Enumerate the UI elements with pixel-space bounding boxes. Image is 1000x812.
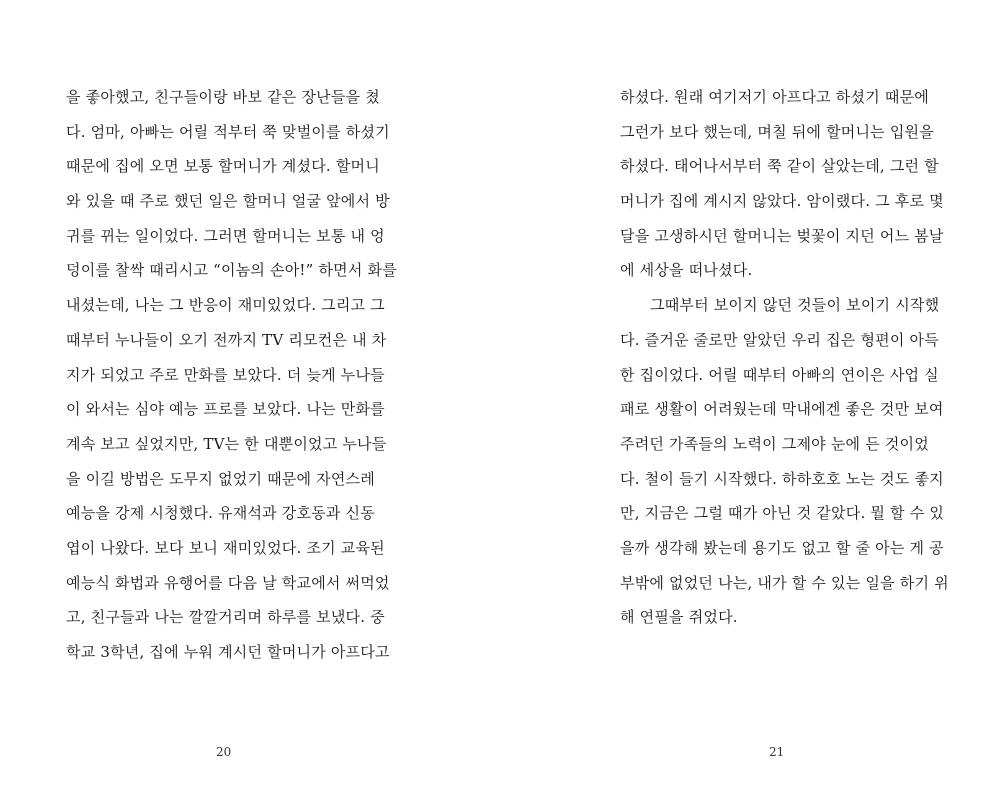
text-line: 다. 철이 들기 시작했다. 하하호호 노는 것도 좋지 (620, 469, 944, 488)
text-line: 을까 생각해 봤는데 용기도 없고 할 줄 아는 게 공 (620, 538, 944, 557)
text-line: 머니가 집에 계시지 않았다. 암이랬다. 그 후로 몇 (620, 192, 944, 211)
text-line: 때문에 집에 오면 보통 할머니가 계셨다. 할머니 (66, 157, 380, 176)
text-line: 지가 되었고 주로 만화를 보았다. 더 늦게 누나들 (66, 365, 385, 384)
text-line: 이 와서는 심야 예능 프로를 보았다. 나는 만화를 (66, 400, 385, 419)
text-line: 하셨다. 태어나서부터 쭉 같이 살았는데, 그런 할 (620, 157, 939, 176)
text-line: 엽이 나왔다. 보다 보니 재미있었다. 조기 교육된 (66, 538, 385, 557)
text-line: 을 좋아했고, 친구들이랑 바보 같은 장난들을 쳤 (66, 88, 380, 106)
text-line: 을 이길 방법은 도무지 없었기 때문에 자연스레 (66, 469, 375, 488)
text-line: 예능식 화법과 유행어를 다음 날 학교에서 써먹었 (66, 573, 390, 592)
right-page-body (620, 80, 949, 635)
page-number: 20 (216, 745, 232, 759)
text-line: 예능을 강제 시청했다. 유재석과 강호동과 신동 (66, 504, 375, 523)
text-line: 한 집이었다. 어릴 때부터 아빠의 연이은 사업 실 (620, 365, 939, 384)
text-line: 하셨다. 원래 여기저기 아프다고 하셨기 때문에 (620, 88, 929, 106)
left-page-body (66, 80, 397, 670)
text-line: 그런가 보다 했는데, 며칠 뒤에 할머니는 입원을 (620, 122, 934, 141)
paragraph-first-line: 그때부터 보이지 않던 것들이 보이기 시작했 (650, 296, 940, 315)
text-line: 학교 3학년, 집에 누워 계시던 할머니가 아프다고 (66, 643, 390, 661)
text-line: 귀를 뀌는 일이었다. 그러면 할머니는 보통 내 엉 (66, 226, 385, 245)
text-line: 다. 즐거운 줄로만 알았던 우리 집은 형편이 아득 (620, 330, 939, 349)
text-line: 덩이를 찰싹 때리시고 “이놈의 손아!” 하면서 화를 (66, 261, 397, 280)
text-line: 패로 생활이 어려웠는데 막내에겐 좋은 것만 보여 (620, 400, 944, 419)
text-line: 만, 지금은 그럴 때가 아닌 것 같았다. 뭘 할 수 있 (620, 504, 945, 523)
text-line: 내셨는데, 나는 그 반응이 재미있었다. 그리고 그 (66, 296, 385, 315)
text-line: 달을 고생하시던 할머니는 벚꽃이 지던 어느 봄날 (620, 226, 944, 245)
text-line: 해 연필을 쥐었다. (620, 608, 738, 627)
text-line: 부밖에 없었던 나는, 내가 할 수 있는 일을 하기 위 (620, 573, 949, 592)
page-number: 21 (769, 745, 785, 759)
text-line: 때부터 누나들이 오기 전까지 TV 리모컨은 내 차 (66, 330, 387, 349)
text-line: 계속 보고 싶었지만, TV는 한 대뿐이었고 누나들 (66, 434, 387, 453)
text-line: 주려던 가족들의 노력이 그제야 눈에 든 것이었 (620, 434, 929, 453)
text-line: 에 세상을 떠나셨다. (620, 261, 753, 280)
text-line: 고, 친구들과 나는 깔깔거리며 하루를 보냈다. 중 (66, 608, 385, 627)
right-page (500, 0, 1000, 812)
text-line: 와 있을 때 주로 했던 일은 할머니 얼굴 앞에서 방 (66, 192, 390, 211)
text-line: 다. 엄마, 아빠는 어릴 적부터 쭉 맞벌이를 하셨기 (66, 122, 390, 141)
